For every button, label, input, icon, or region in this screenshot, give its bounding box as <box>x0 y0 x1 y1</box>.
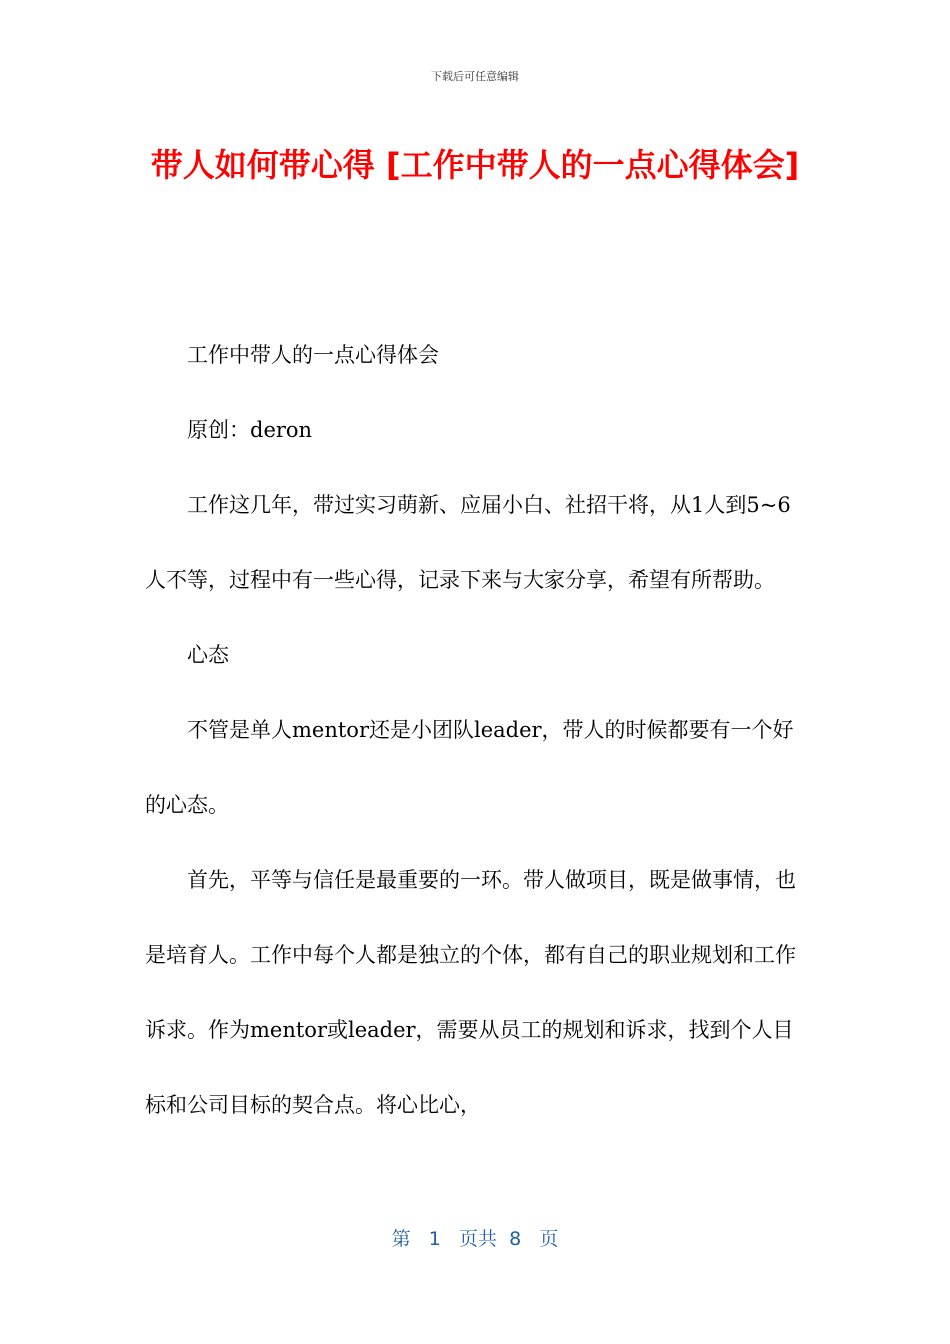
page-label-suffix: 页 <box>539 1228 559 1250</box>
paragraph: 首先，平等与信任是最重要的一环。带人做项目，既是做事情，也是培育人。工作中每个人都是独立的个体，都有自己的职业规划和工作诉求。作为mentor或leader，需要从员工的规划和诉求，找到个人目标和公司目标的契合点。将心比心， <box>145 868 796 1117</box>
paragraph: 心态 <box>187 643 229 667</box>
paragraph: 工作中带人的一点心得体会 <box>187 343 439 367</box>
page-label-prefix: 第 <box>391 1228 411 1250</box>
page-number-footer <box>0 1224 950 1251</box>
page-current: 1 <box>428 1228 441 1250</box>
header-note: 下载后可任意编辑 <box>431 70 519 83</box>
paragraph: 工作这几年，带过实习萌新、应届小白、社招干将，从1人到5~6人不等，过程中有一些心得，记录下来与大家分享，希望有所帮助。 <box>145 493 791 592</box>
document-body <box>145 318 807 1143</box>
page-label-mid: 页共 <box>459 1228 498 1250</box>
page-total: 8 <box>509 1228 522 1250</box>
document-title: 带人如何带心得 [工作中带人的一点心得体会] <box>150 146 800 184</box>
paragraph: 不管是单人mentor还是小团队leader，带人的时候都要有一个好的心态。 <box>145 718 794 817</box>
paragraph: 原创：deron <box>187 418 313 442</box>
